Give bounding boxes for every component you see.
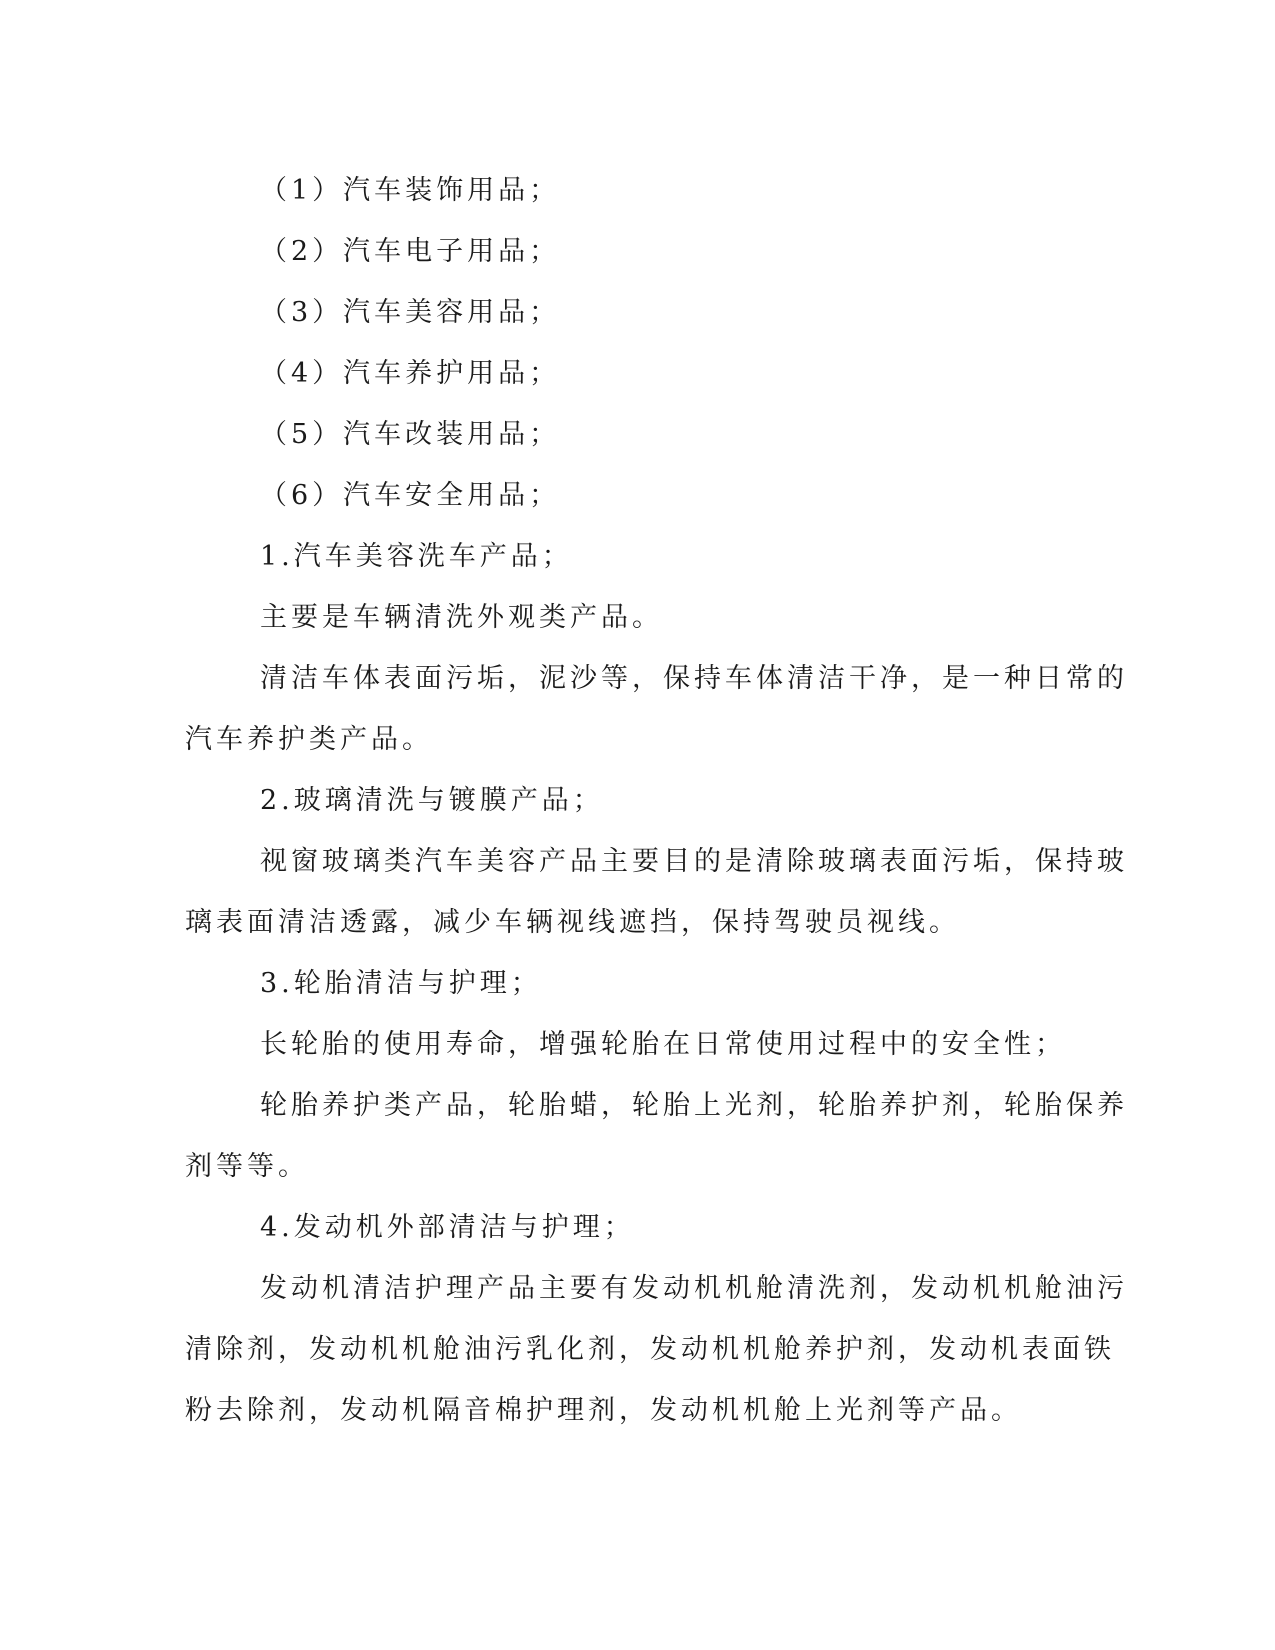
section-heading-1: 1.汽车美容洗车产品； [260, 541, 573, 572]
section-4-paragraph-1-line-1: 发动机清洁护理产品主要有发动机机舱清洗剂，发动机机舱油污 [260, 1273, 1128, 1304]
section-3-paragraph-1: 长轮胎的使用寿命，增强轮胎在日常使用过程中的安全性； [260, 1029, 1066, 1060]
section-1-paragraph-2-line-1: 清洁车体表面污垢，泥沙等，保持车体清洁干净，是一种日常的 [260, 663, 1128, 694]
section-1-paragraph-2-line-2: 汽车养护类产品。 [185, 724, 433, 755]
section-2-paragraph-1-line-2: 璃表面清洁透露，减少车辆视线遮挡，保持驾驶员视线。 [185, 907, 960, 938]
list-item: （3）汽车美容用品； [260, 297, 561, 328]
section-heading-2: 2.玻璃清洗与镀膜产品； [260, 785, 604, 816]
section-heading-3: 3.轮胎清洁与护理； [260, 968, 542, 999]
list-item: （2）汽车电子用品； [260, 236, 561, 267]
section-3-paragraph-2-line-2: 剂等等。 [185, 1151, 309, 1182]
list-item: （6）汽车安全用品； [260, 480, 561, 511]
section-heading-4: 4.发动机外部清洁与护理； [260, 1212, 635, 1243]
list-item: （5）汽车改装用品； [260, 419, 561, 450]
section-2-paragraph-1-line-1: 视窗玻璃类汽车美容产品主要目的是清除玻璃表面污垢，保持玻 [260, 846, 1128, 877]
list-item: （1）汽车装饰用品； [260, 175, 561, 206]
document-page [185, 160, 1128, 1441]
section-4-paragraph-1-line-2: 清除剂，发动机机舱油污乳化剂，发动机机舱养护剂，发动机表面铁 [185, 1334, 1115, 1365]
section-1-paragraph-1: 主要是车辆清洗外观类产品。 [260, 602, 663, 633]
section-3-paragraph-2-line-1: 轮胎养护类产品，轮胎蜡，轮胎上光剂，轮胎养护剂，轮胎保养 [260, 1090, 1128, 1121]
list-item: （4）汽车养护用品； [260, 358, 561, 389]
section-4-paragraph-1-line-3: 粉去除剂，发动机隔音棉护理剂，发动机机舱上光剂等产品。 [185, 1395, 1022, 1426]
